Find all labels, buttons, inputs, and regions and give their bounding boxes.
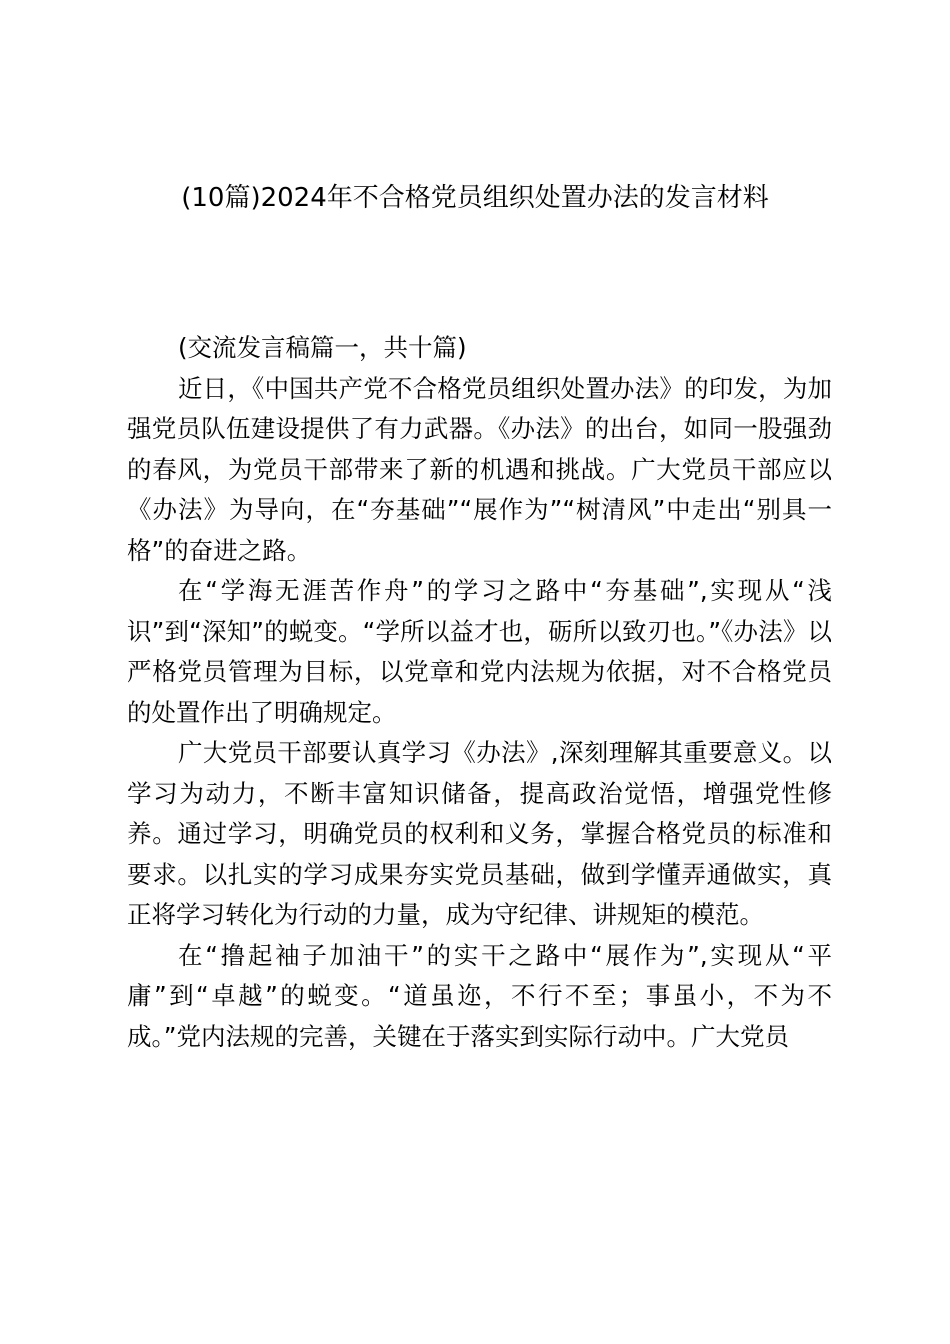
paragraph-action: 在“撸起袖子加油干”的实干之路中“展作为”,实现从“平庸”到“卓越”的蜕变。“道虽迩，不行不至；事虽小，不为不成。”党内法规的完善，关键在于落实到实际行动中。广大党员 xyxy=(127,940,832,1051)
document-title: (10篇)2024年不合格党员组织处置办法的发言材料 xyxy=(181,183,769,213)
document-body xyxy=(127,328,832,1057)
paragraph-intro: 近日，《中国共产党不合格党员组织处置办法》的印发，为加强党员队伍建设提供了有力武器。《办法》的出台，如同一股强劲的春风，为党员干部带来了新的机遇和挑战。广大党员干部应以《办法》为导向，在“夯基础”“展作为”“树清风”中走出“别具一格”的奋进之路。 xyxy=(127,373,832,565)
paragraph-subtitle: (交流发言稿篇一，共十篇) xyxy=(178,333,467,362)
paragraph-study: 广大党员干部要认真学习《办法》,深刻理解其重要意义。以学习为动力，不断丰富知识储备，提高政治觉悟，增强党性修养。通过学习，明确党员的权利和义务，掌握合格党员的标准和要求。以扎实的学习成果夯实党员基础，做到学懂弄通做实，真正将学习转化为行动的力量，成为守纪律、讲规矩的模范。 xyxy=(127,738,832,929)
paragraph-foundation: 在“学海无涯苦作舟”的学习之路中“夯基础”,实现从“浅识”到“深知”的蜕变。“学所以益才也，砺所以致刃也。”《办法》以严格党员管理为目标，以党章和党内法规为依据，对不合格党员的处置作出了明确规定。 xyxy=(127,576,832,727)
